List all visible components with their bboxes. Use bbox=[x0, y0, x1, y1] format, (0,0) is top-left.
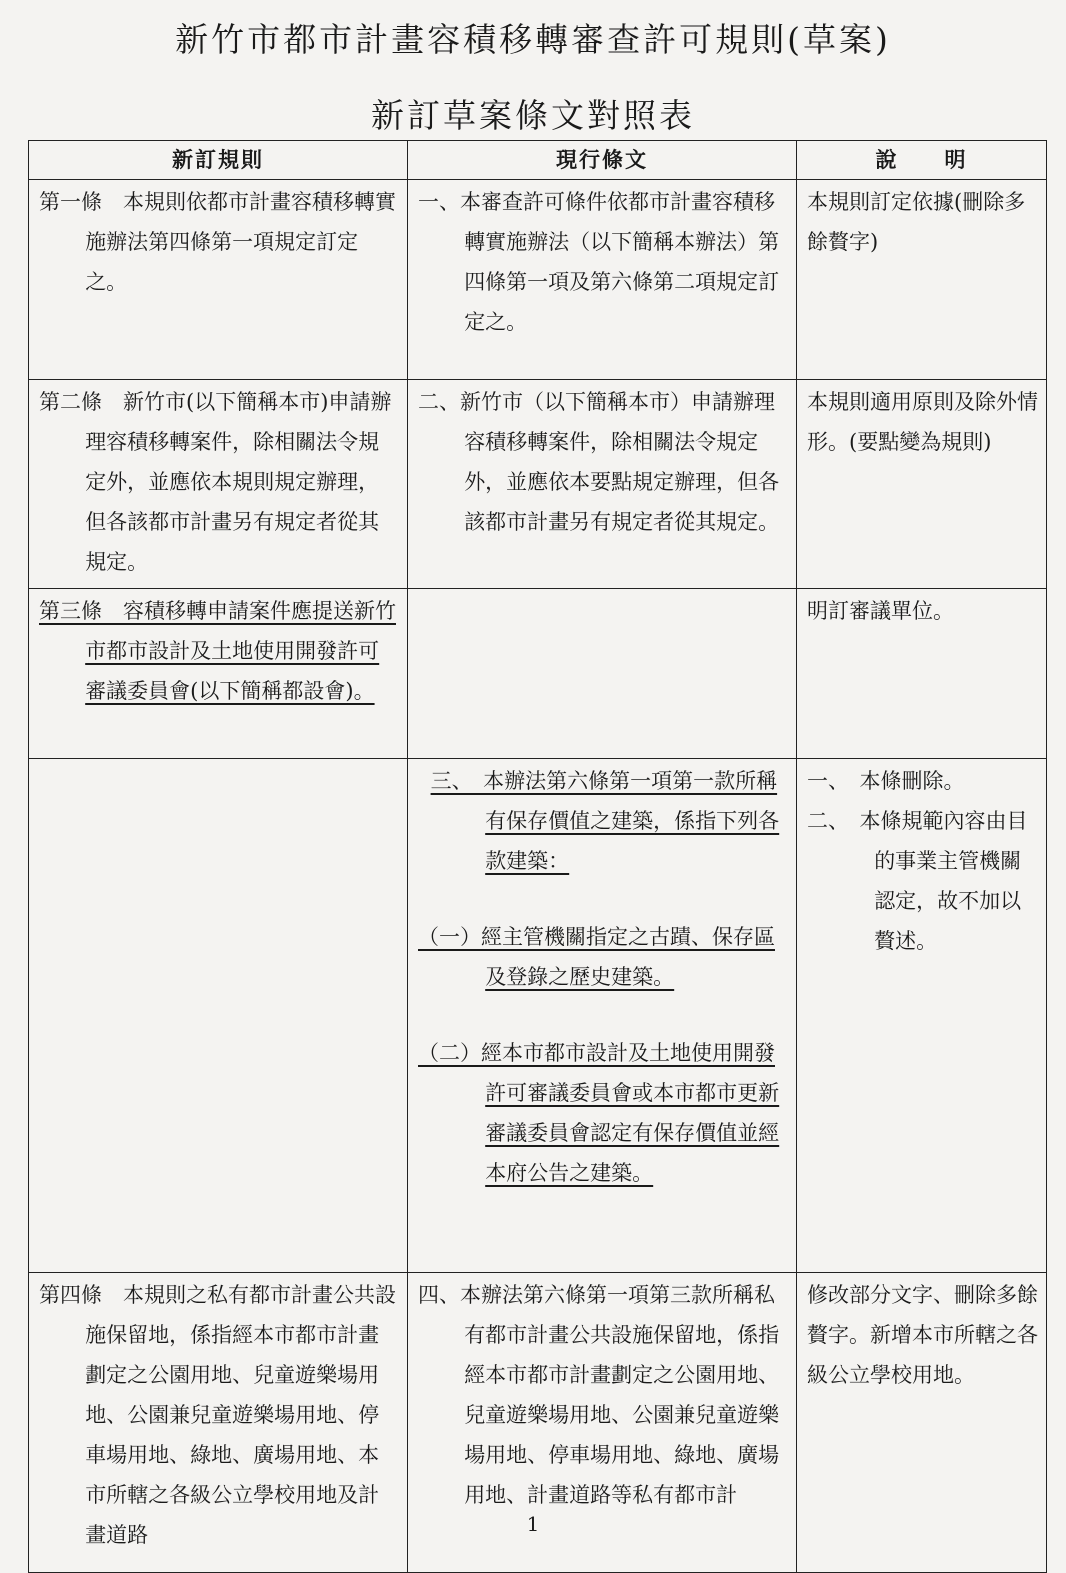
article-intro: 三、 本辦法第六條第一項第一款所稱有保存價值之建築，係指下列各款建築： bbox=[430, 769, 780, 873]
table-row bbox=[29, 589, 1047, 759]
new-rule-cell bbox=[29, 759, 408, 1273]
new-rule-cell: 第二條 新竹市(以下簡稱本市)申請辦理容積移轉案件，除相關法令規定外，並應依本規則規定辦理，但各該都市計畫另有規定者從其規定。 bbox=[29, 380, 408, 589]
header-explanation: 說 明 bbox=[797, 141, 1047, 180]
document-title: 新竹市都市計畫容積移轉審查許可規則(草案) bbox=[175, 20, 891, 59]
note-cell: 本規則適用原則及除外情形。(要點變為規則) bbox=[797, 380, 1047, 589]
table-row bbox=[29, 380, 1047, 589]
current-article-cell: 四、本辦法第六條第一項第三款所稱私有都市計畫公共設施保留地，係指經本市都市計畫劃定之公園用地、兒童遊樂場用地、公園兼兒童遊樂場用地、停車場用地、綠地、廣場用地、計畫道路等私有都市計 bbox=[408, 1273, 797, 1573]
note-cell: 修改部分文字、刪除多餘贅字。新增本市所轄之各級公立學校用地。 bbox=[797, 1273, 1047, 1573]
current-article-cell: 二、新竹市（以下簡稱本市）申請辦理容積移轉案件，除相關法令規定外，並應依本要點規定辦理，但各該都市計畫另有規定者從其規定。 bbox=[408, 380, 797, 589]
page-number: 1 bbox=[526, 1512, 540, 1536]
current-article-cell: 一、本審查許可條件依都市計畫容積移轉實施辦法（以下簡稱本辦法）第四條第一項及第六條第二項規定訂定之。 bbox=[408, 180, 797, 380]
article-item-2: （二）經本市都市設計及土地使用開發許可審議委員會或本市都市更新審議委員會認定有保存價值並經本府公告之建築。 bbox=[418, 1041, 780, 1185]
note-item-1: 一、 本條刪除。 bbox=[807, 769, 965, 793]
current-article-cell bbox=[408, 589, 797, 759]
current-article-cell bbox=[408, 759, 797, 1273]
header-new-rules: 新訂規則 bbox=[29, 141, 408, 180]
header-row bbox=[29, 141, 1047, 180]
new-rule-cell: 第一條 本規則依都市計畫容積移轉實施辦法第四條第一項規定訂定之。 bbox=[29, 180, 408, 380]
article-item-1: （一）經主管機關指定之古蹟、保存區及登錄之歷史建築。 bbox=[418, 925, 775, 989]
table-row bbox=[29, 180, 1047, 380]
note-cell: 本規則訂定依據(刪除多餘贅字) bbox=[797, 180, 1047, 380]
new-rule-cell: 第三條 容積移轉申請案件應提送新竹市都市設計及土地使用開發許可審議委員會(以下簡稱都設會)。 bbox=[29, 589, 408, 759]
note-cell: 明訂審議單位。 bbox=[797, 589, 1047, 759]
header-current-articles: 現行條文 bbox=[408, 141, 797, 180]
document-subtitle: 新訂草案條文對照表 bbox=[371, 96, 695, 135]
comparison-table bbox=[28, 140, 1047, 1573]
new-rule-cell: 第四條 本規則之私有都市計畫公共設施保留地，係指經本市都市計畫劃定之公園用地、兒童遊樂場用地、公園兼兒童遊樂場用地、停車場用地、綠地、廣場用地、本市所轄之各級公立學校用地及計畫道路 bbox=[29, 1273, 408, 1573]
note-cell bbox=[797, 759, 1047, 1273]
table-row bbox=[29, 759, 1047, 1273]
note-item-2: 二、 本條規範內容由目的事業主管機關認定，故不加以贅述。 bbox=[807, 809, 1028, 953]
